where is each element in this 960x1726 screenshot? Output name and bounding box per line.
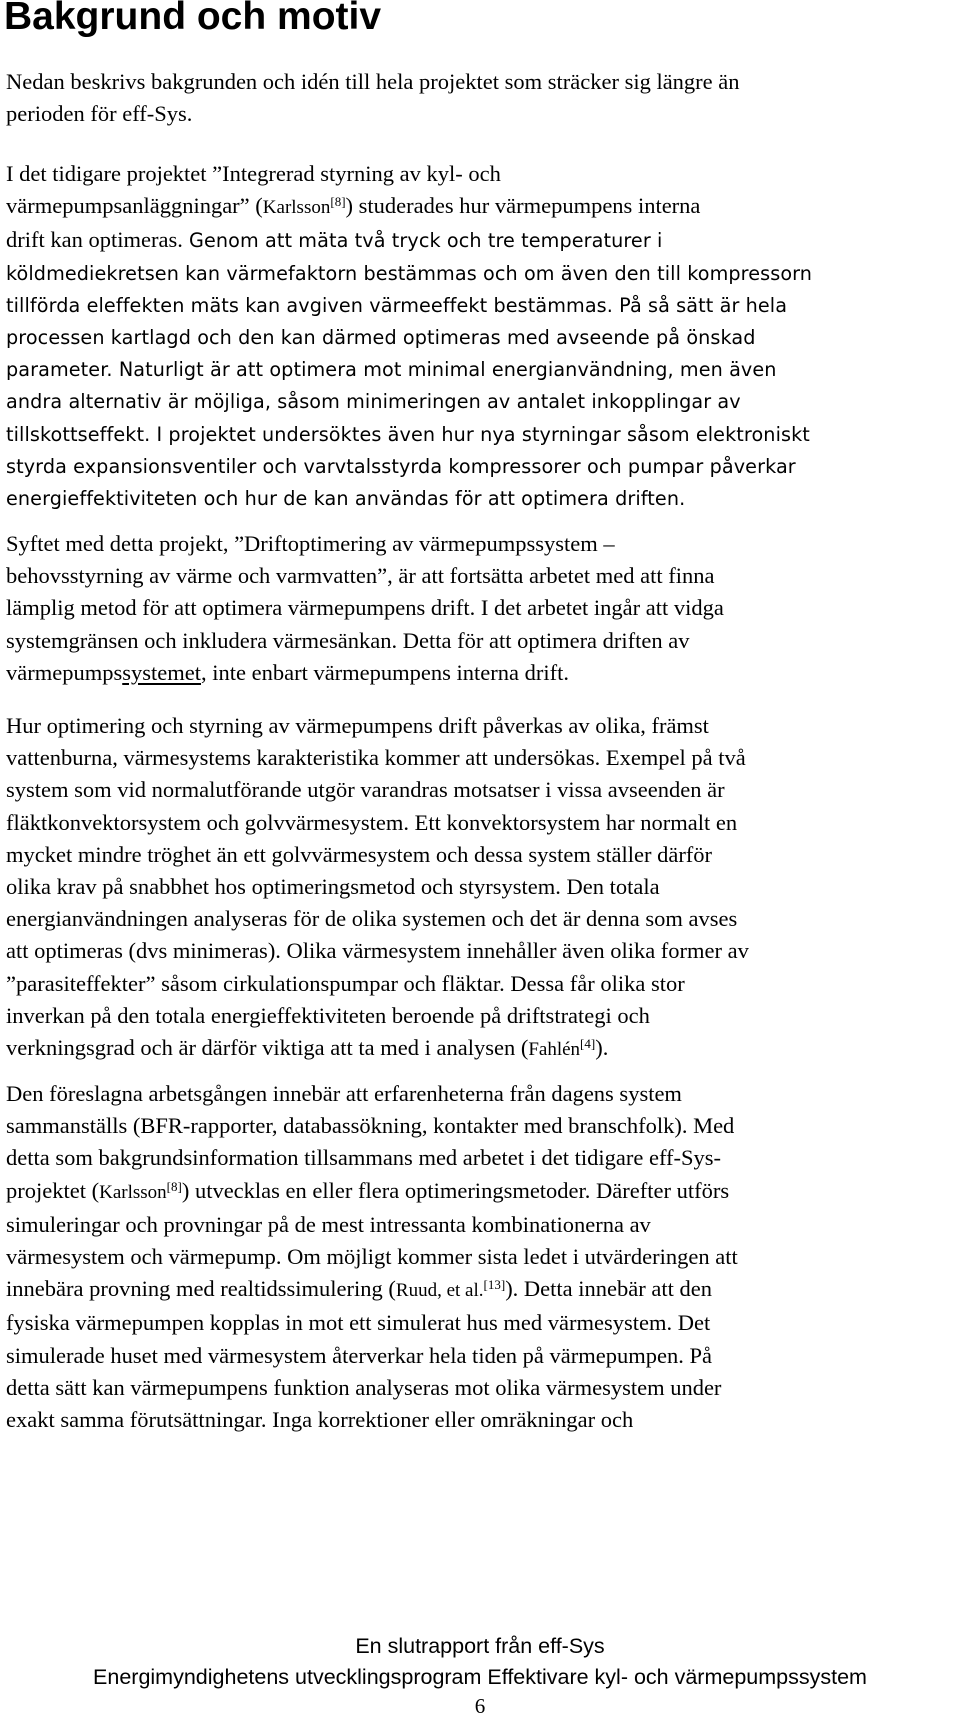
text-run: värmepumpsanläggningar” ( <box>6 193 263 219</box>
text-run: projektet ( <box>6 1177 100 1203</box>
citation <box>262 194 346 219</box>
text-line <box>6 190 951 224</box>
citation-ref: [4] <box>580 1036 596 1052</box>
citation-ref: [8] <box>166 1178 182 1194</box>
text-line: olika krav på snabbhet hos optimeringsmetod och styrsystem. Den totala <box>6 874 660 900</box>
text-line <box>6 1273 951 1307</box>
text-line: köldmediekretsen kan värmefaktorn bestämmas och om även den till kompressorn <box>6 261 813 285</box>
text-line: fysiska värmepumpen kopplas in mot ett simulerat hus med värmesystem. Det <box>6 1310 711 1336</box>
text-line: mycket mindre tröghet än ett golvvärmesystem och dessa system ställer därför <box>6 841 713 867</box>
text-line: vattenburna, värmesystems karakteristika kommer att undersökas. Exempel på två <box>6 745 746 771</box>
citation <box>528 1036 596 1061</box>
text-line: perioden för eff-Sys. <box>6 101 193 127</box>
footer-program-name: Energimyndighetens utvecklingsprogram Effektivare kyl- och värmepumpssystem <box>93 1665 867 1689</box>
text-run: innebära provning med realtidssimulering ( <box>6 1276 396 1302</box>
underlined-text: systemet <box>122 659 201 685</box>
citation <box>99 1178 182 1203</box>
footer-report-title: En slutrapport från eff-Sys <box>355 1634 605 1658</box>
text-run: ) utvecklas en eller flera optimeringsmetoder. Därefter utförs <box>181 1177 730 1203</box>
text-line: parameter. Naturligt är att optimera mot minimal energianvändning, men även <box>6 358 777 382</box>
page-number: 6 <box>474 1694 486 1718</box>
text-run: Genom att mäta två tryck och tre temperaturer i <box>182 229 663 253</box>
citation-ref: [13] <box>483 1277 506 1293</box>
text-line: systemgränsen och inkludera värmesänkan. Detta för att optimera driften av <box>6 627 690 653</box>
text-line: andra alternativ är möjliga, såsom minimeringen av antalet inkopplingar av <box>6 390 741 414</box>
text-run: ). <box>595 1035 609 1061</box>
text-line: Den föreslagna arbetsgången innebär att erfarenheterna från dagens system <box>6 1081 682 1106</box>
text-line: tillskottseffekt. I projektet undersöktes även hur nya styrningar såsom elektroniskt <box>6 422 810 446</box>
text-run: drift kan optimeras. <box>6 227 183 253</box>
intro-paragraph <box>6 66 951 130</box>
paragraph-project-purpose <box>6 528 951 689</box>
text-line: inverkan på den totala energieffektiviteten beroende på driftstrategi och <box>6 1002 650 1028</box>
text-line <box>6 657 951 689</box>
text-line: detta sätt kan värmepumpens funktion analyseras mot olika värmesystem under <box>6 1374 722 1400</box>
text-line: sammanställs (BFR-rapporter, databassökning, kontakter med branschfolk). Med <box>6 1113 735 1139</box>
citation-author: Ruud, et al. <box>395 1280 484 1302</box>
text-line: behovsstyrning av värme och varmvatten”, är att fortsätta arbetet med att finna <box>6 563 715 589</box>
text-line: lämplig metod för att optimera värmepumpens drift. I det arbetet ingår att vidga <box>6 595 724 621</box>
paragraph-previous-project <box>6 158 951 515</box>
text-line: energieffektiviteten och hur de kan användas för att optimera driften. <box>6 487 686 511</box>
text-line: system som vid normalutförande utgör varandras motsatser i vissa avseenden är <box>6 777 725 803</box>
text-run: ). Detta innebär att den <box>505 1276 712 1302</box>
text-line: I det tidigare projektet ”Integrerad styrning av kyl- och <box>6 161 501 186</box>
text-line: simulerade huset med värmesystem återverkar hela tiden på värmepumpen. På <box>6 1342 712 1368</box>
citation-ref: [8] <box>330 194 346 210</box>
text-line <box>6 1175 951 1209</box>
paragraph-work-method <box>6 1078 951 1436</box>
text-line: Nedan beskrivs bakgrunden och idén till hela projektet som sträcker sig längre än <box>6 69 740 94</box>
text-line: styrda expansionsventiler och varvtalsstyrda kompressorer och pumpar påverkar <box>6 454 796 478</box>
text-line: Syftet med detta projekt, ”Driftoptimering av värmepumpssystem – <box>6 531 615 556</box>
text-run: ) studerades hur värmepumpens interna <box>345 193 701 219</box>
text-line: värmesystem och värmepump. Om möjligt kommer sista ledet i utvärderingen att <box>6 1244 738 1270</box>
text-line <box>6 224 951 257</box>
text-line: exakt samma förutsättningar. Inga korrektioner eller omräkningar och <box>6 1407 634 1433</box>
citation-author: Karlsson <box>99 1181 167 1203</box>
citation-author: Karlsson <box>262 197 331 219</box>
text-line: detta som bakgrundsinformation tillsammans med arbetet i det tidigare eff-Sys- <box>6 1145 722 1171</box>
section-heading: Bakgrund och motiv <box>4 0 382 38</box>
citation-author: Fahlén <box>528 1039 581 1061</box>
text-line: simuleringar och provningar på de mest intressanta kombinationerna av <box>6 1211 651 1237</box>
text-line: fläktkonvektorsystem och golvvärmesystem. Ett konvektorsystem har normalt en <box>6 809 738 835</box>
text-line <box>6 1032 951 1066</box>
text-line: att optimeras (dvs minimeras). Olika värmesystem innehåller även olika former av <box>6 938 749 964</box>
text-run: verkningsgrad och är därför viktiga att ta med i analysen ( <box>6 1035 529 1061</box>
citation <box>395 1277 506 1302</box>
text-run: värmepumps <box>6 659 123 685</box>
text-line: Hur optimering och styrning av värmepumpens drift påverkas av olika, främst <box>6 713 709 738</box>
text-run: , inte enbart värmepumpens interna drift. <box>200 659 569 685</box>
paragraph-heating-systems <box>6 710 951 1066</box>
text-line: tillförda eleffekten mäts kan avgiven värmeeffekt bestämmas. På så sätt är hela <box>6 293 788 317</box>
text-line: energianvändningen analyseras för de olika systemen och det är denna som avses <box>6 906 738 932</box>
text-line: ”parasiteffekter” såsom cirkulationspumpar och fläktar. Dessa får olika stor <box>6 970 685 996</box>
text-line: processen kartlagd och den kan därmed optimeras med avseende på önskad <box>6 326 756 350</box>
